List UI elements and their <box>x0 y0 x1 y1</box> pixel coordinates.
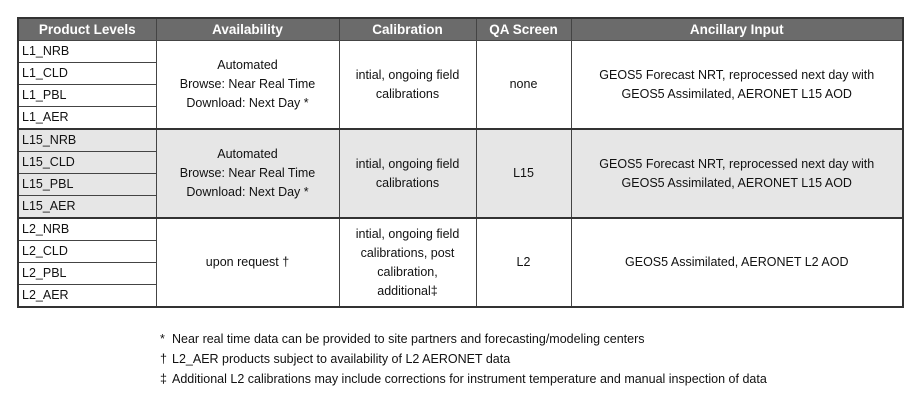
qa-screen-cell: none <box>476 41 571 130</box>
availability-line: Browse: Near Real Time <box>179 77 316 91</box>
product-level-cell: L1_AER <box>18 107 156 130</box>
calibration-cell <box>339 129 476 218</box>
calibration-line: calibrations <box>375 175 440 190</box>
product-level-cell: L1_CLD <box>18 63 156 85</box>
availability-line: Download: Next Day * <box>186 185 309 199</box>
footnote <box>160 369 767 389</box>
ancillary-input-cell <box>571 218 903 307</box>
ancillary-line: GEOS5 Assimilated, AERONET L15 AOD <box>621 86 852 101</box>
product-level-cell: L2_AER <box>18 285 156 308</box>
ancillary-line: GEOS5 Assimilated, AERONET L15 AOD <box>621 175 852 190</box>
availability-line: Download: Next Day * <box>186 96 309 110</box>
footnote <box>160 349 767 369</box>
calibration-line: intial, ongoing field <box>355 226 460 241</box>
ancillary-line: GEOS5 Forecast NRT, reprocessed next day with <box>599 67 875 82</box>
header-availability: Availability <box>156 18 339 41</box>
product-level-cell: L2_NRB <box>18 218 156 241</box>
calibration-line: calibrations <box>375 86 440 101</box>
header-qa-screen: QA Screen <box>476 18 571 41</box>
footnotes <box>160 329 767 389</box>
availability-line: upon request † <box>205 255 290 269</box>
header-product-levels: Product Levels <box>18 18 156 41</box>
product-level-cell: L15_CLD <box>18 152 156 174</box>
footnote-symbol: * <box>160 332 165 346</box>
table-row <box>18 41 903 63</box>
calibration-cell <box>339 41 476 130</box>
calibration-line: additional‡ <box>377 283 438 298</box>
ancillary-input-cell <box>571 129 903 218</box>
ancillary-input-cell <box>571 41 903 130</box>
qa-screen-cell: L2 <box>476 218 571 307</box>
ancillary-line: GEOS5 Assimilated, AERONET L2 AOD <box>625 255 849 269</box>
calibration-line: intial, ongoing field <box>355 156 460 171</box>
product-levels-table <box>17 17 904 308</box>
table-row <box>18 129 903 152</box>
calibration-line: intial, ongoing field <box>355 67 460 82</box>
calibration-cell <box>339 218 476 307</box>
availability-cell <box>156 41 339 130</box>
table-row <box>18 218 903 241</box>
product-level-cell: L2_CLD <box>18 241 156 263</box>
availability-line: Automated <box>217 58 278 72</box>
footnote-symbol: ‡ <box>160 372 167 386</box>
product-level-cell: L15_NRB <box>18 129 156 152</box>
footnote-text: Near real time data can be provided to site partners and forecasting/modeling centers <box>172 332 645 346</box>
product-level-cell: L15_PBL <box>18 174 156 196</box>
product-level-cell: L1_NRB <box>18 41 156 63</box>
product-level-cell: L1_PBL <box>18 85 156 107</box>
footnote-symbol: † <box>160 352 167 366</box>
footnote <box>160 329 767 349</box>
footnote-text: Additional L2 calibrations may include corrections for instrument temperature and manual inspection of data <box>172 372 767 386</box>
header-ancillary-input: Ancillary Input <box>571 18 903 41</box>
ancillary-line: GEOS5 Forecast NRT, reprocessed next day with <box>599 156 875 171</box>
calibration-line: calibration, <box>377 264 438 279</box>
product-level-cell: L15_AER <box>18 196 156 219</box>
availability-cell <box>156 218 339 307</box>
calibration-line: calibrations, post <box>360 245 455 260</box>
product-level-cell: L2_PBL <box>18 263 156 285</box>
availability-line: Automated <box>217 147 278 161</box>
availability-cell <box>156 129 339 218</box>
header-calibration: Calibration <box>339 18 476 41</box>
availability-line: Browse: Near Real Time <box>179 166 316 180</box>
qa-screen-cell: L15 <box>476 129 571 218</box>
table-header-row <box>18 18 903 41</box>
footnote-text: L2_AER products subject to availability of L2 AERONET data <box>172 352 511 366</box>
